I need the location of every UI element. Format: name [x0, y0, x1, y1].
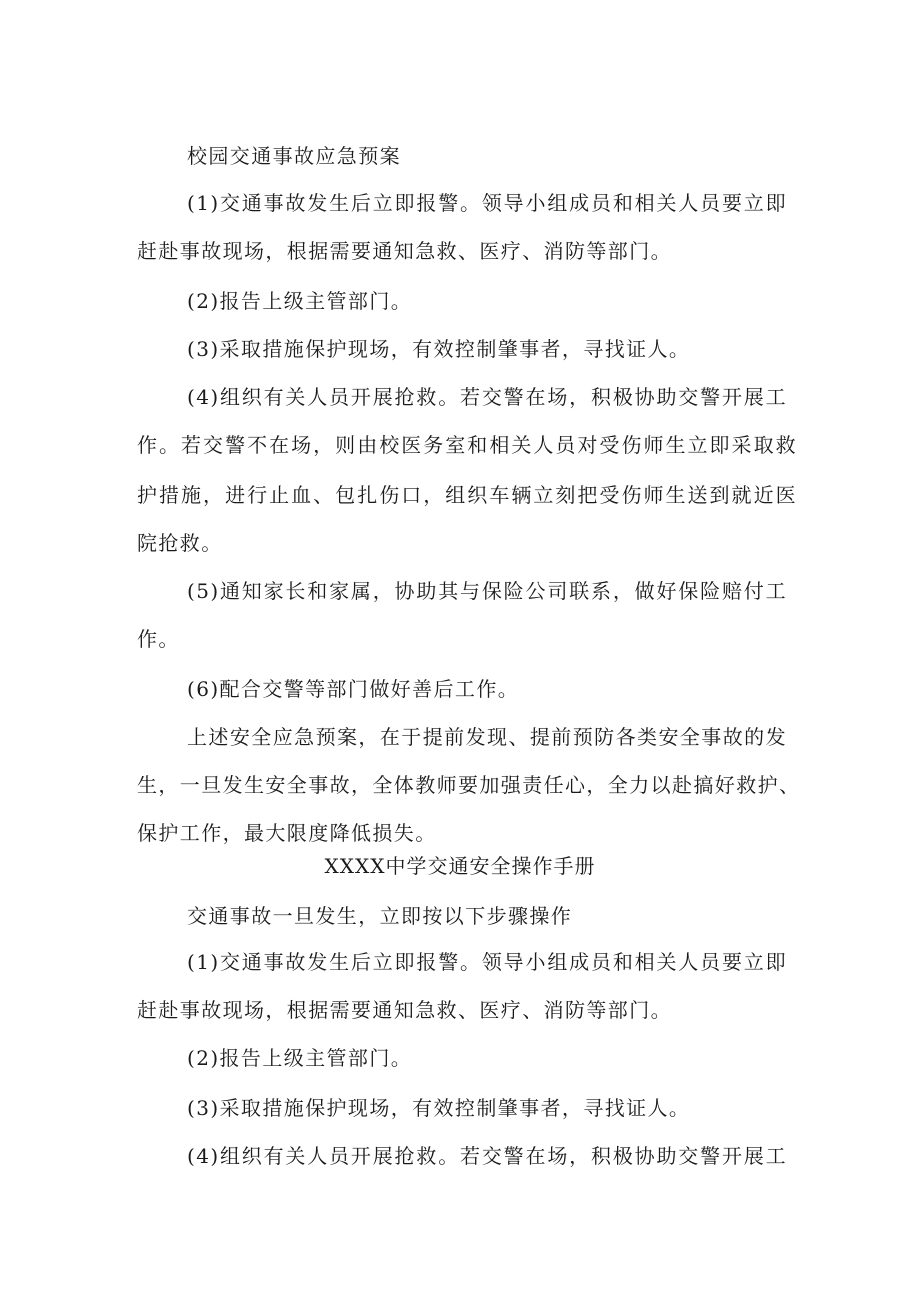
section1-item1-line1: (1)交通事故发生后立即报警。领导小组成员和相关人员要立即 — [187, 191, 787, 215]
section2-item1-line1: (1)交通事故发生后立即报警。领导小组成员和相关人员要立即 — [187, 950, 787, 974]
section2-heading: XXXX中学交通安全操作手册 — [324, 854, 596, 878]
section1-item2: (2)报告上级主管部门。 — [187, 289, 413, 313]
section2-item1-line2: 赶赴事故现场，根据需要通知急救、医疗、消防等部门。 — [137, 998, 672, 1022]
summary-line2: 生，一旦发生安全事故，全体教师要加强责任心，全力以赴搞好救护、 — [137, 773, 801, 797]
section1-item4-line3: 护措施，进行止血、包扎伤口，组织车辆立刻把受伤师生送到就近医 — [137, 483, 797, 507]
summary-line3: 保护工作，最大限度降低损失。 — [137, 821, 437, 845]
section1-item5-line1: (5)通知家长和家属，协助其与保险公司联系，做好保险赔付工 — [187, 579, 787, 603]
section2-item2: (2)报告上级主管部门。 — [187, 1046, 413, 1070]
section2-item4-line1: (4)组织有关人员开展抢救。若交警在场，积极协助交警开展工 — [187, 1144, 787, 1168]
document-title: 校园交通事故应急预案 — [187, 144, 401, 168]
section1-item5-line2: 作。 — [137, 627, 180, 651]
section1-item4-line2: 作。若交警不在场，则由校医务室和相关人员对受伤师生立即采取救 — [137, 433, 797, 457]
section1-item4-line1: (4)组织有关人员开展抢救。若交警在场，积极协助交警开展工 — [187, 385, 787, 409]
section1-item3: (3)采取措施保护现场，有效控制肇事者，寻找证人。 — [187, 337, 691, 361]
summary-line1: 上述安全应急预案，在于提前发现、提前预防各类安全事故的发 — [187, 725, 787, 749]
section1-item4-line4: 院抢救。 — [137, 531, 223, 555]
section2-item3: (3)采取措施保护现场，有效控制肇事者，寻找证人。 — [187, 1096, 691, 1120]
section1-item1-line2: 赶赴事故现场，根据需要通知急救、医疗、消防等部门。 — [137, 239, 672, 263]
section1-item6: (6)配合交警等部门做好善后工作。 — [187, 677, 520, 701]
section2-intro: 交通事故一旦发生，立即按以下步骤操作 — [187, 904, 573, 928]
